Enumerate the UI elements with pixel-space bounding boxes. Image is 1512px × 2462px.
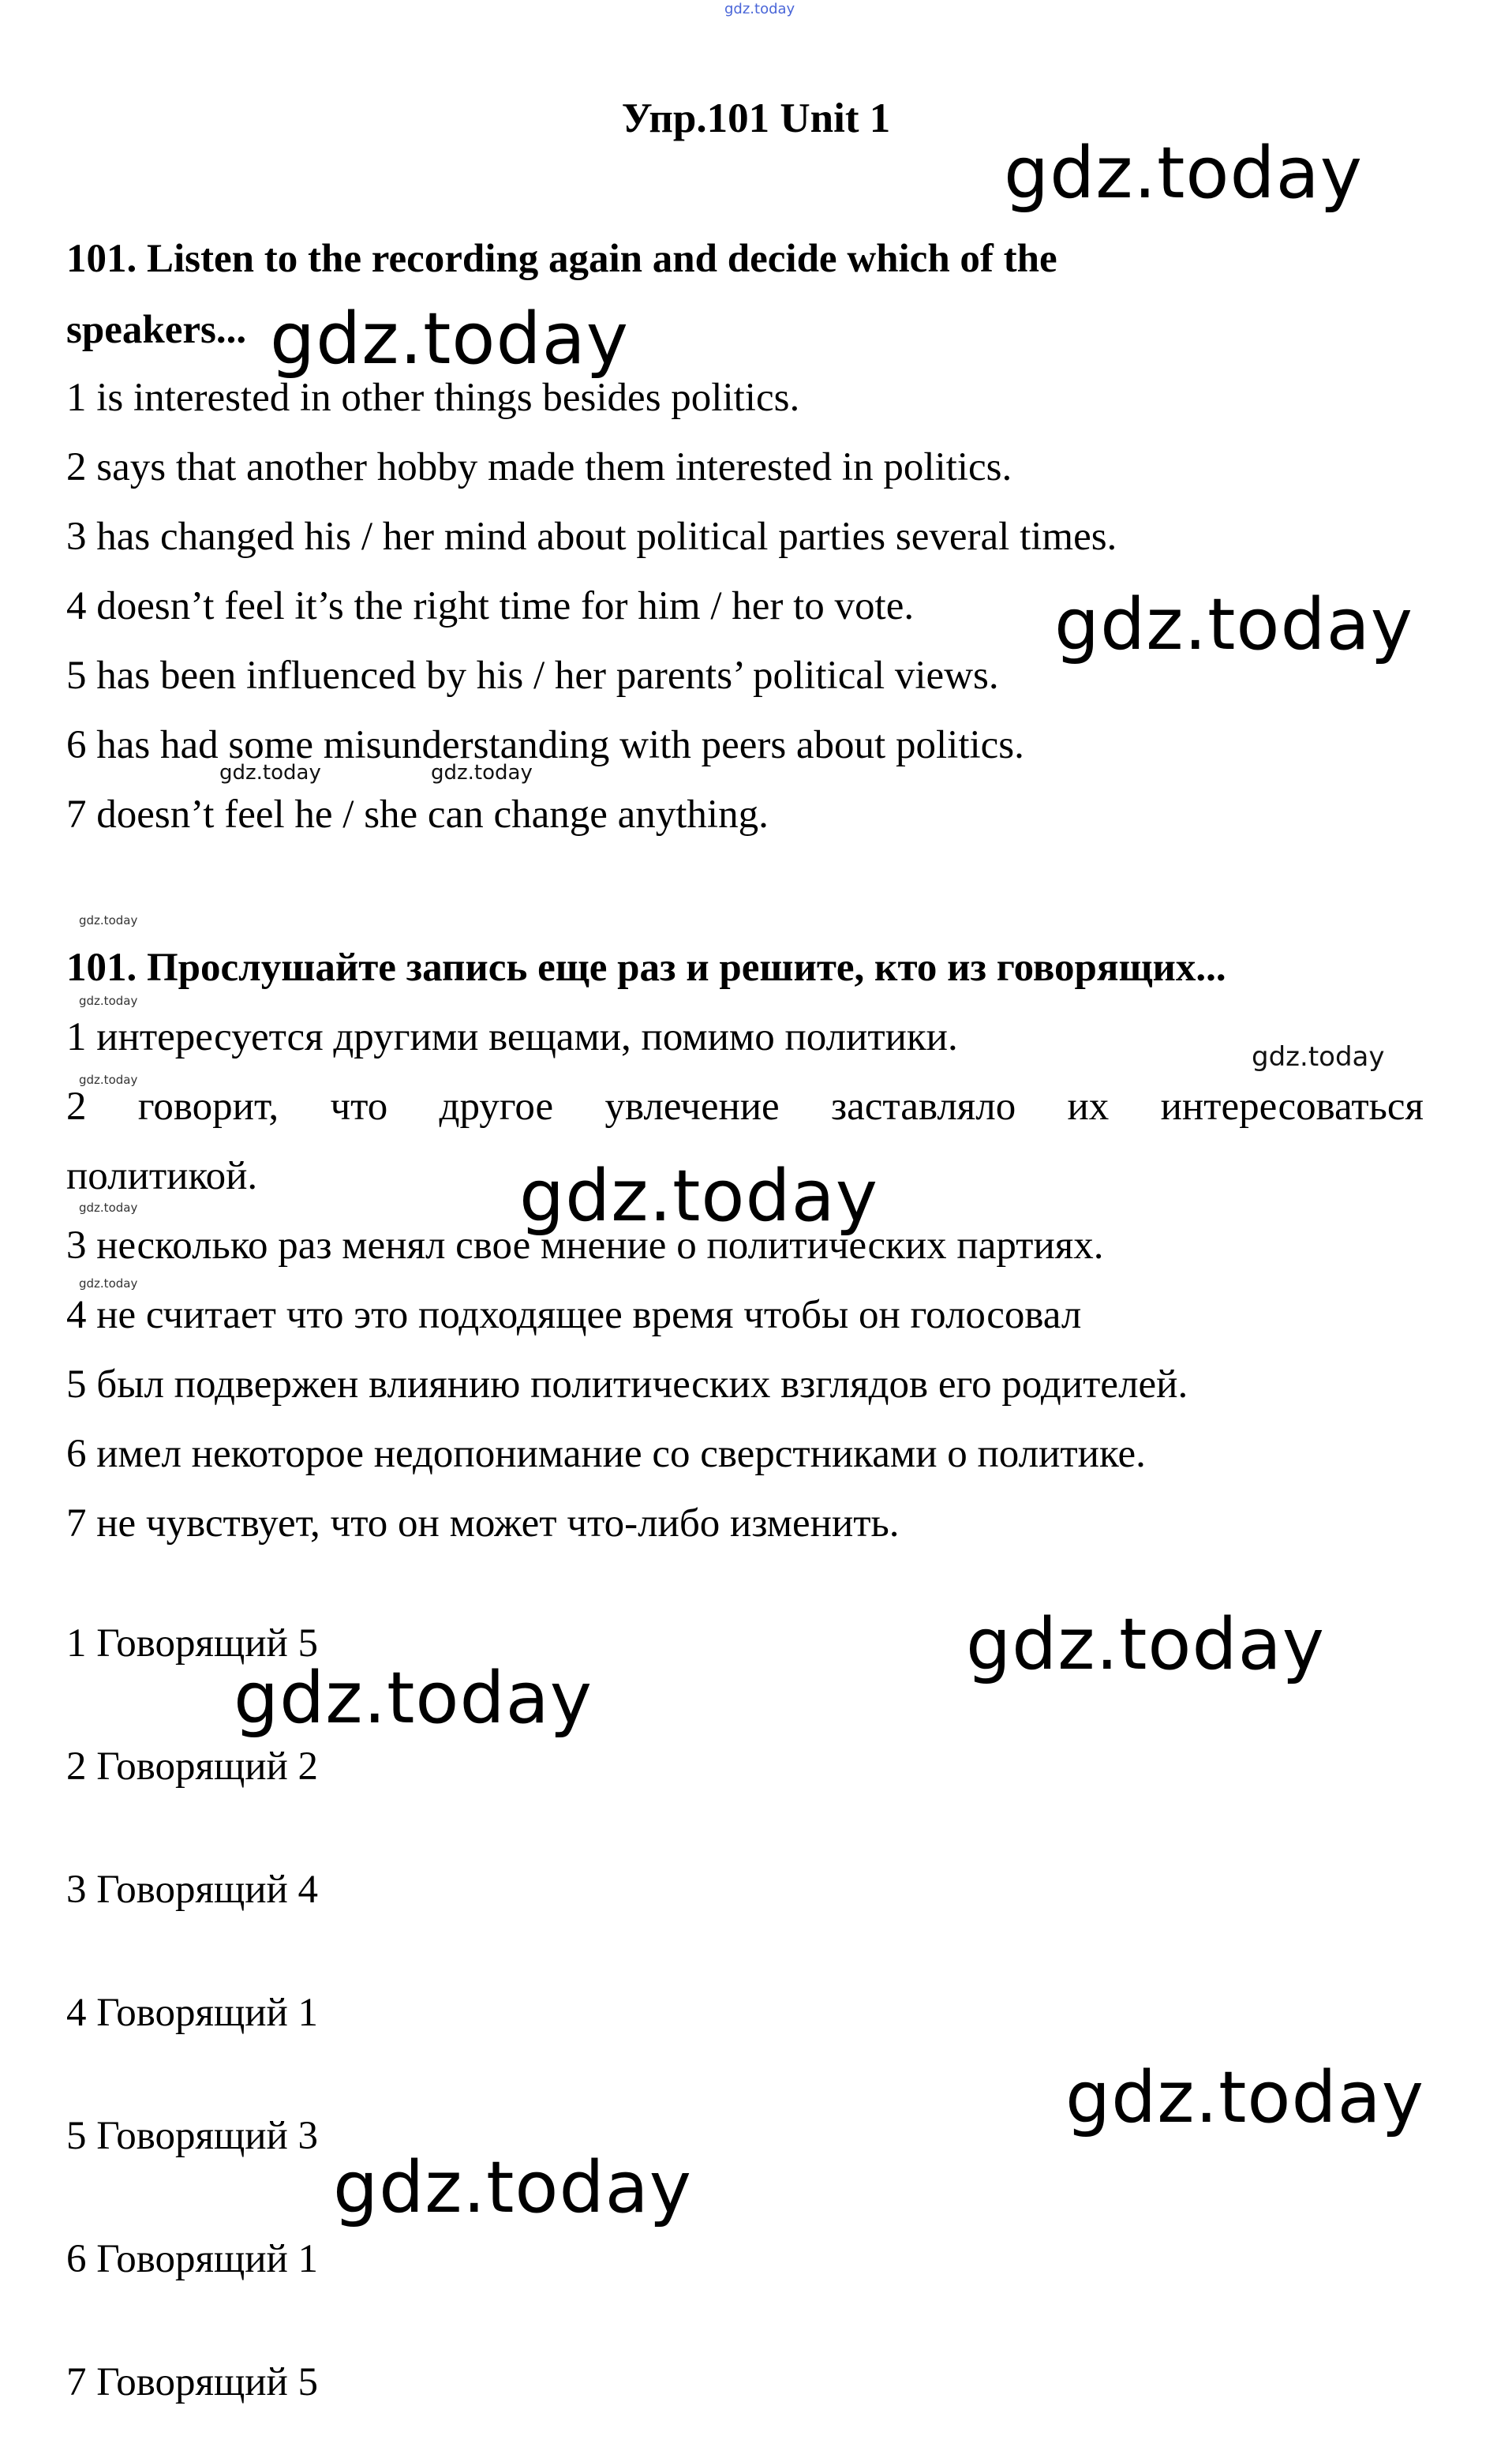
russian-item-7: 7 не чувствует, что он может что-либо изменить. bbox=[66, 1501, 900, 1546]
russian-item-1: 1 интересуется другими вещами, помимо политики. bbox=[66, 1015, 958, 1059]
answer-5: 5 Говорящий 3 bbox=[66, 2114, 319, 2158]
answer-3: 3 Говорящий 4 bbox=[66, 1868, 319, 1912]
watermark-large: gdz.today bbox=[333, 2146, 693, 2229]
english-heading-line2: speakers... bbox=[66, 308, 247, 352]
answer-1: 1 Говорящий 5 bbox=[66, 1621, 319, 1666]
watermark-large: gdz.today bbox=[1004, 132, 1364, 215]
answer-2: 2 Говорящий 2 bbox=[66, 1744, 319, 1789]
russian-item-4: 4 не считает что это подходящее время чтобы он голосовал bbox=[66, 1293, 1082, 1337]
watermark-tiny: gdz.today bbox=[79, 1073, 138, 1087]
watermark-top: gdz.today bbox=[724, 1, 795, 17]
watermark-large: gdz.today bbox=[966, 1603, 1326, 1686]
russian-item-2: 2 говорит, что другое увлечение заставляло их интересоваться bbox=[66, 1085, 1424, 1129]
russian-item-2-continued: политикой. bbox=[66, 1154, 258, 1198]
watermark-tiny: gdz.today bbox=[79, 994, 138, 1008]
watermark-large: gdz.today bbox=[519, 1155, 879, 1238]
watermark-small: gdz.today bbox=[431, 761, 533, 785]
english-item-2: 2 says that another hobby made them interested in politics. bbox=[66, 445, 1012, 489]
russian-item-5: 5 был подвержен влиянию политических взглядов его родителей. bbox=[66, 1362, 1188, 1407]
russian-item-6: 6 имел некоторое недопонимание со сверстниками о политике. bbox=[66, 1432, 1146, 1476]
english-item-5: 5 has been influenced by his / her parents’ political views. bbox=[66, 654, 999, 698]
watermark-small: gdz.today bbox=[219, 761, 321, 785]
watermark-tiny: gdz.today bbox=[79, 1201, 138, 1215]
english-item-3: 3 has changed his / her mind about political parties several times. bbox=[66, 515, 1117, 559]
page-title: Упр.101 Unit 1 bbox=[621, 96, 891, 141]
english-item-6: 6 has had some misunderstanding with peers about politics. bbox=[66, 723, 1024, 767]
english-item-1: 1 is interested in other things besides politics. bbox=[66, 376, 800, 420]
answer-7: 7 Говорящий 5 bbox=[66, 2360, 319, 2404]
answer-4: 4 Говорящий 1 bbox=[66, 1991, 319, 2035]
english-item-7: 7 doesn’t feel he / she can change anything. bbox=[66, 793, 769, 837]
watermark-large: gdz.today bbox=[1054, 583, 1414, 666]
english-item-4: 4 doesn’t feel it’s the right time for him / her to vote. bbox=[66, 584, 915, 628]
watermark-small: gdz.today bbox=[1252, 1041, 1385, 1073]
watermark-large: gdz.today bbox=[270, 298, 630, 380]
russian-heading: 101. Прослушайте запись еще раз и решите, кто из говорящих... bbox=[66, 946, 1226, 990]
watermark-large: gdz.today bbox=[1065, 2056, 1425, 2139]
russian-item-3: 3 несколько раз менял свое мнение о политических партиях. bbox=[66, 1224, 1104, 1268]
english-heading-line1: 101. Listen to the recording again and decide which of the bbox=[66, 237, 1057, 281]
answer-6: 6 Говорящий 1 bbox=[66, 2237, 319, 2281]
watermark-tiny: gdz.today bbox=[79, 913, 138, 927]
watermark-large: gdz.today bbox=[234, 1657, 593, 1740]
watermark-tiny: gdz.today bbox=[79, 1276, 138, 1291]
